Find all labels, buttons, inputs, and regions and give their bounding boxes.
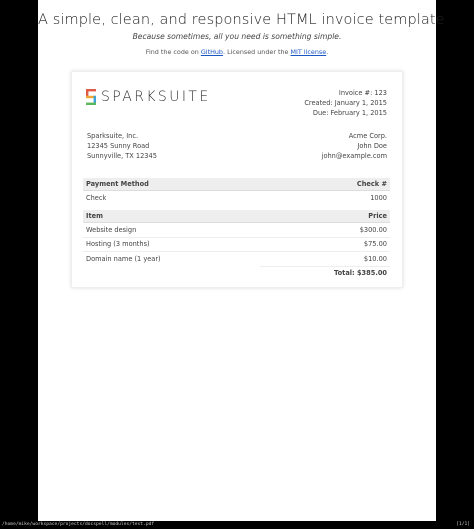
check-number-header: Check # <box>260 178 390 191</box>
item-price: $10.00 <box>363 254 387 263</box>
invoice-due: Due: February 1, 2015 <box>312 109 387 118</box>
item-row <box>83 237 390 252</box>
total-amount: Total: $385.00 <box>260 266 390 280</box>
price-header: Price <box>260 210 390 223</box>
sparksuite-logo <box>86 88 211 106</box>
sender-line: 12345 Sunny Road <box>87 141 150 150</box>
mit-license-link[interactable]: MIT license <box>290 48 327 56</box>
page-title: A simple, clean, and responsive HTML invoice template <box>38 12 445 28</box>
invoice-number: Invoice #: 123 <box>338 89 387 97</box>
check-number-value: 1000 <box>370 194 387 202</box>
github-link[interactable]: GitHub <box>200 48 223 56</box>
total-row <box>83 266 390 280</box>
find-code-prefix: Find the code on <box>145 48 201 56</box>
sender-address <box>87 132 157 161</box>
recipient-address <box>322 132 387 161</box>
invoice-meta <box>304 88 387 119</box>
sender-line: Sparksuite, Inc. <box>87 132 139 140</box>
recipient-line: Acme Corp. <box>348 132 387 140</box>
file-path: /home/mike/workspace/projects/docspell/modules/test.pdf <box>2 522 155 527</box>
item-price: $75.00 <box>260 237 390 252</box>
item-name: Domain name (1 year) <box>86 255 161 263</box>
item-row <box>83 223 390 238</box>
viewer-status-bar <box>0 521 474 529</box>
item-price: $300.00 <box>260 223 390 238</box>
find-code-line <box>38 48 436 56</box>
recipient-line: John Doe <box>357 141 387 150</box>
item-row <box>83 252 390 267</box>
items-heading-row <box>83 210 390 223</box>
invoice-box <box>71 71 403 288</box>
payment-details-row <box>83 191 390 206</box>
invoice-created: Created: January 1, 2015 <box>304 99 387 108</box>
sender-line: Sunnyville, TX 12345 <box>87 151 157 160</box>
page-indicator: [1/1] <box>456 522 470 527</box>
item-header: Item <box>83 210 260 223</box>
payment-method-header: Payment Method <box>83 178 260 191</box>
payment-heading-row <box>83 178 390 191</box>
invoice-table <box>83 178 390 280</box>
item-name: Hosting (3 months) <box>83 237 260 252</box>
page-subtitle: Because sometimes, all you need is something simple. <box>132 32 342 41</box>
sparksuite-logo-icon <box>86 89 96 105</box>
pdf-page <box>38 0 445 521</box>
period-text: . <box>326 48 329 56</box>
payment-method-value: Check <box>86 194 107 202</box>
logo-wordmark: SPARKSUITE <box>101 89 211 105</box>
item-name: Website design <box>83 223 260 238</box>
recipient-line: john@example.com <box>321 151 387 160</box>
licensed-text: . Licensed under the <box>223 48 291 56</box>
